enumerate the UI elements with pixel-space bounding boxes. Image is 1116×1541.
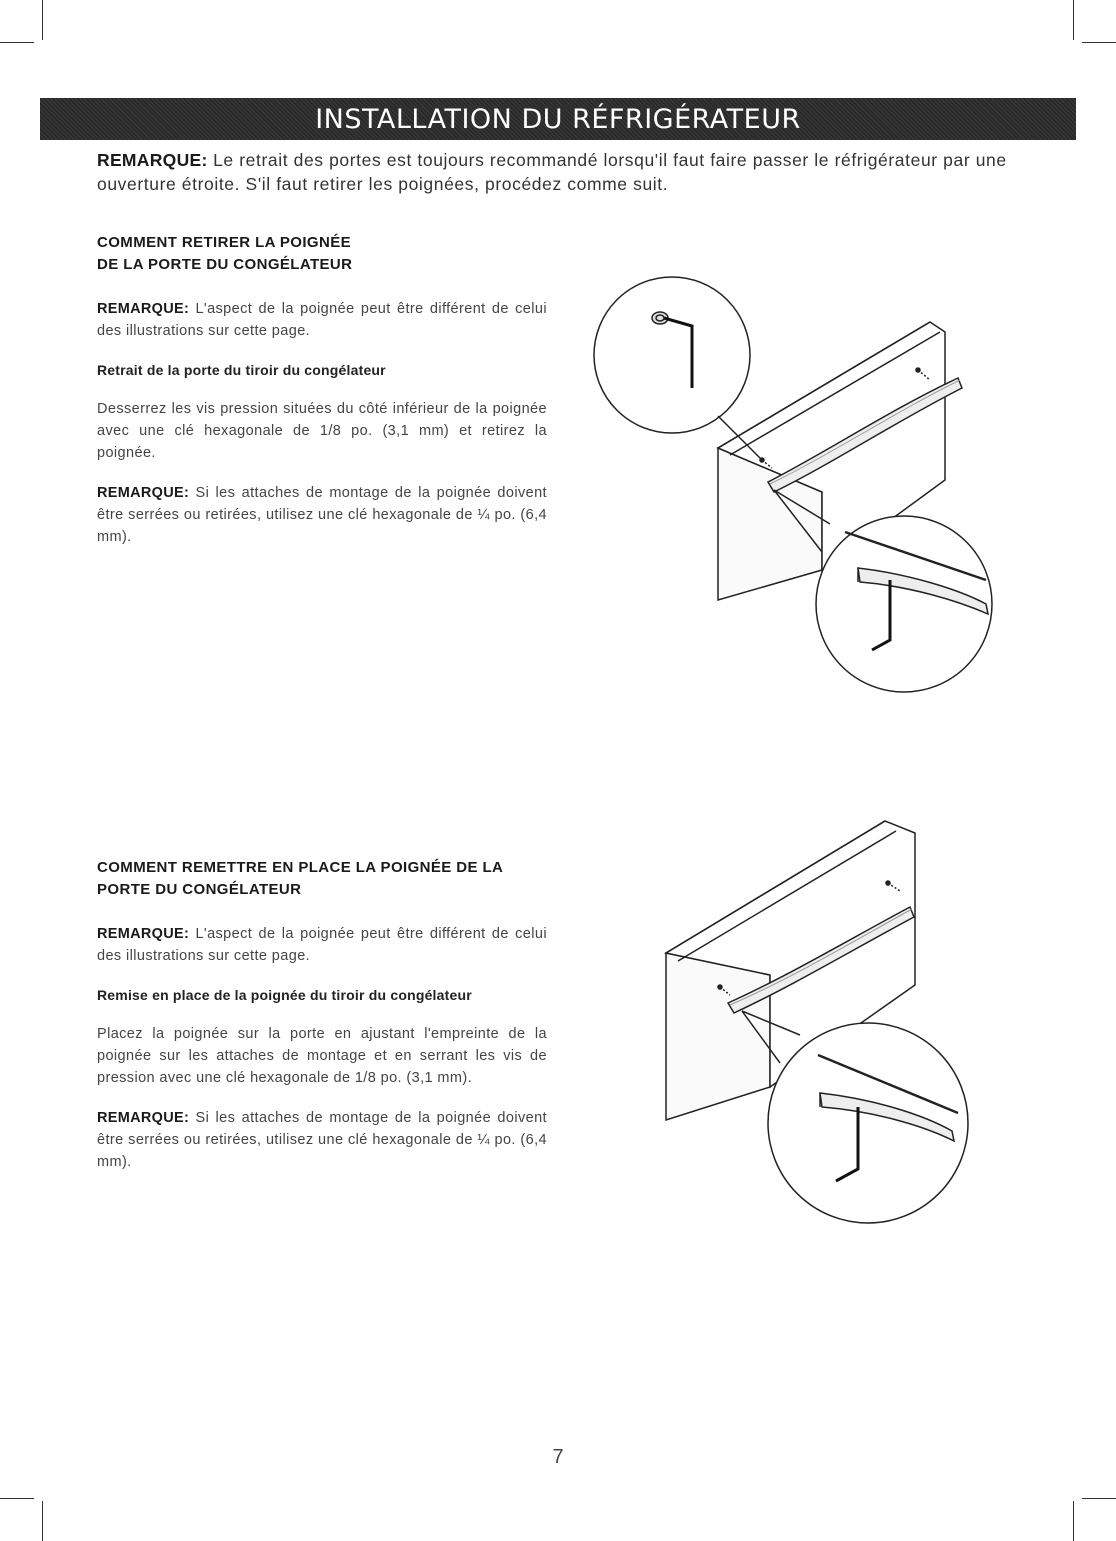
section-replace-handle	[97, 857, 547, 1173]
crop-mark	[1073, 1501, 1074, 1541]
note-label: REMARQUE:	[97, 150, 208, 170]
note-paragraph	[97, 1107, 547, 1173]
section-heading: COMMENT RETIRER LA POIGNÉE DE LA PORTE DU CONGÉLATEUR	[97, 234, 353, 273]
page-title: INSTALLATION DU RÉFRIGÉRATEUR	[315, 103, 801, 135]
subheading: Remise en place de la poignée du tiroir du congélateur	[97, 987, 472, 1003]
handle-replacement-illustration	[660, 815, 1010, 1235]
crop-mark	[42, 1501, 43, 1541]
instruction-text: Desserrez les vis pression situées du côté inférieur de la poignée avec une clé hexagonale de 1/8 po. (3,1 mm) et retirez la poignée.	[97, 401, 547, 461]
crop-mark	[42, 0, 43, 40]
instruction-text: Placez la poignée sur la porte en ajustant l'empreinte de la poignée sur les attaches de montage et en serrant les vis de pression avec une clé hexagonale de 1/8 po. (3,1 mm).	[97, 1026, 547, 1086]
note-text: Si les attaches de montage de la poignée doivent être serrées ou retirées, utilisez une clé hexagonale de ¼ po. (6,4 mm).	[97, 485, 547, 545]
crop-mark	[1082, 1498, 1116, 1499]
subheading: Retrait de la porte du tiroir du congélateur	[97, 362, 386, 378]
crop-mark	[0, 1498, 34, 1499]
note-label: REMARQUE:	[97, 1110, 190, 1126]
note-text: Si les attaches de montage de la poignée doivent être serrées ou retirées, utilisez une clé hexagonale de ¼ po. (6,4 mm).	[97, 1110, 547, 1170]
note-label: REMARQUE:	[97, 301, 190, 317]
crop-mark	[0, 42, 34, 43]
note-text: L'aspect de la poignée peut être différent de celui des illustrations sur cette page.	[97, 301, 547, 339]
note-label: REMARQUE:	[97, 926, 190, 942]
handle-removal-illustration	[590, 270, 1030, 700]
note-paragraph	[97, 298, 547, 342]
page-number: 7	[552, 1446, 564, 1468]
note-label: REMARQUE:	[97, 485, 190, 501]
section-banner	[40, 98, 1076, 140]
note-text: Le retrait des portes est toujours recommandé lorsqu'il faut faire passer le réfrigérateur par une ouverture étroite. S'il faut retirer les poignées, procédez comme suit.	[97, 150, 1007, 194]
note-paragraph	[97, 482, 547, 548]
crop-mark	[1082, 42, 1116, 43]
section-remove-handle	[97, 232, 547, 548]
note-text: L'aspect de la poignée peut être différent de celui des illustrations sur cette page.	[97, 926, 547, 964]
section-heading: COMMENT REMETTRE EN PLACE LA POIGNÉE DE LA PORTE DU CONGÉLATEUR	[97, 859, 504, 898]
intro-note	[97, 148, 1027, 196]
note-paragraph	[97, 923, 547, 967]
crop-mark	[1073, 0, 1074, 40]
